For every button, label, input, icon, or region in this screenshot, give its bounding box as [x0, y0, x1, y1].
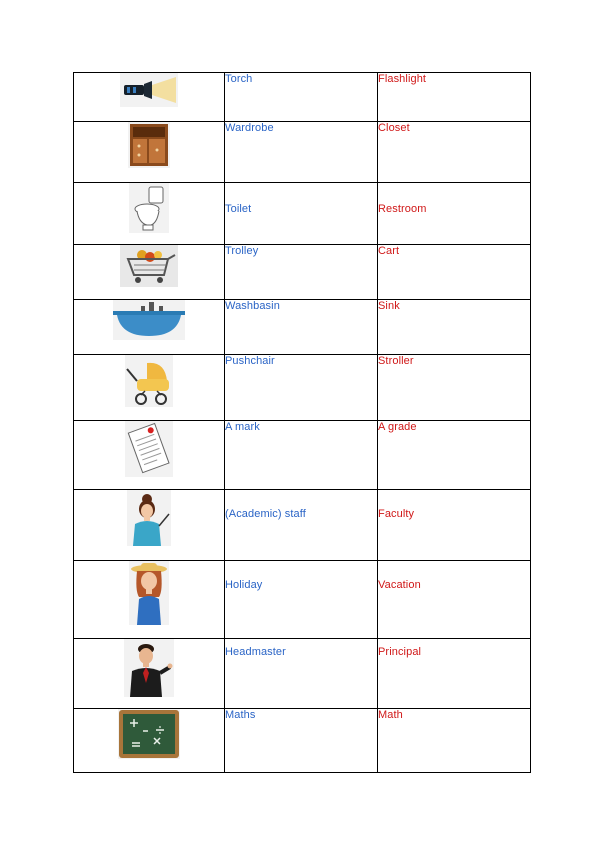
british-word: (Academic) staff — [225, 490, 378, 561]
british-word: Toilet — [225, 183, 378, 245]
chalkboard-math-icon — [118, 709, 180, 759]
sink-icon — [113, 300, 185, 340]
table-row — [74, 421, 531, 490]
image-cell — [74, 300, 225, 355]
headmaster-icon — [124, 639, 174, 697]
table-row — [74, 73, 531, 122]
table-row — [74, 490, 531, 561]
vocabulary-table — [73, 72, 531, 773]
american-word: Closet — [378, 122, 531, 183]
vacation-woman-icon — [129, 561, 169, 625]
american-word: Cart — [378, 245, 531, 300]
table-row — [74, 245, 531, 300]
shopping-cart-icon — [120, 245, 178, 287]
british-word: Torch — [225, 73, 378, 122]
american-word: Stroller — [378, 355, 531, 421]
flashlight-icon — [120, 73, 178, 107]
british-word: Trolley — [225, 245, 378, 300]
american-word: Sink — [378, 300, 531, 355]
british-word: A mark — [225, 421, 378, 490]
table-row — [74, 183, 531, 245]
image-cell — [74, 73, 225, 122]
american-word: Principal — [378, 639, 531, 709]
table-row — [74, 561, 531, 639]
table-row — [74, 122, 531, 183]
wardrobe-icon — [128, 122, 170, 168]
graded-paper-icon — [125, 421, 173, 477]
british-word: Holiday — [225, 561, 378, 639]
image-cell — [74, 355, 225, 421]
image-cell — [74, 639, 225, 709]
image-cell — [74, 561, 225, 639]
image-cell — [74, 122, 225, 183]
stroller-icon — [125, 355, 173, 407]
image-cell — [74, 709, 225, 773]
table-row — [74, 639, 531, 709]
american-word: A grade — [378, 421, 531, 490]
image-cell — [74, 183, 225, 245]
british-word: Washbasin — [225, 300, 378, 355]
british-word: Headmaster — [225, 639, 378, 709]
american-word: Vacation — [378, 561, 531, 639]
british-word: Pushchair — [225, 355, 378, 421]
image-cell — [74, 421, 225, 490]
toilet-icon — [129, 183, 169, 233]
american-word: Faculty — [378, 490, 531, 561]
image-cell — [74, 490, 225, 561]
table-row — [74, 709, 531, 773]
table-row — [74, 355, 531, 421]
table-row — [74, 300, 531, 355]
american-word: Restroom — [378, 183, 531, 245]
american-word: Flashlight — [378, 73, 531, 122]
teacher-icon — [127, 490, 171, 546]
british-word: Maths — [225, 709, 378, 773]
american-word: Math — [378, 709, 531, 773]
british-word: Wardrobe — [225, 122, 378, 183]
image-cell — [74, 245, 225, 300]
